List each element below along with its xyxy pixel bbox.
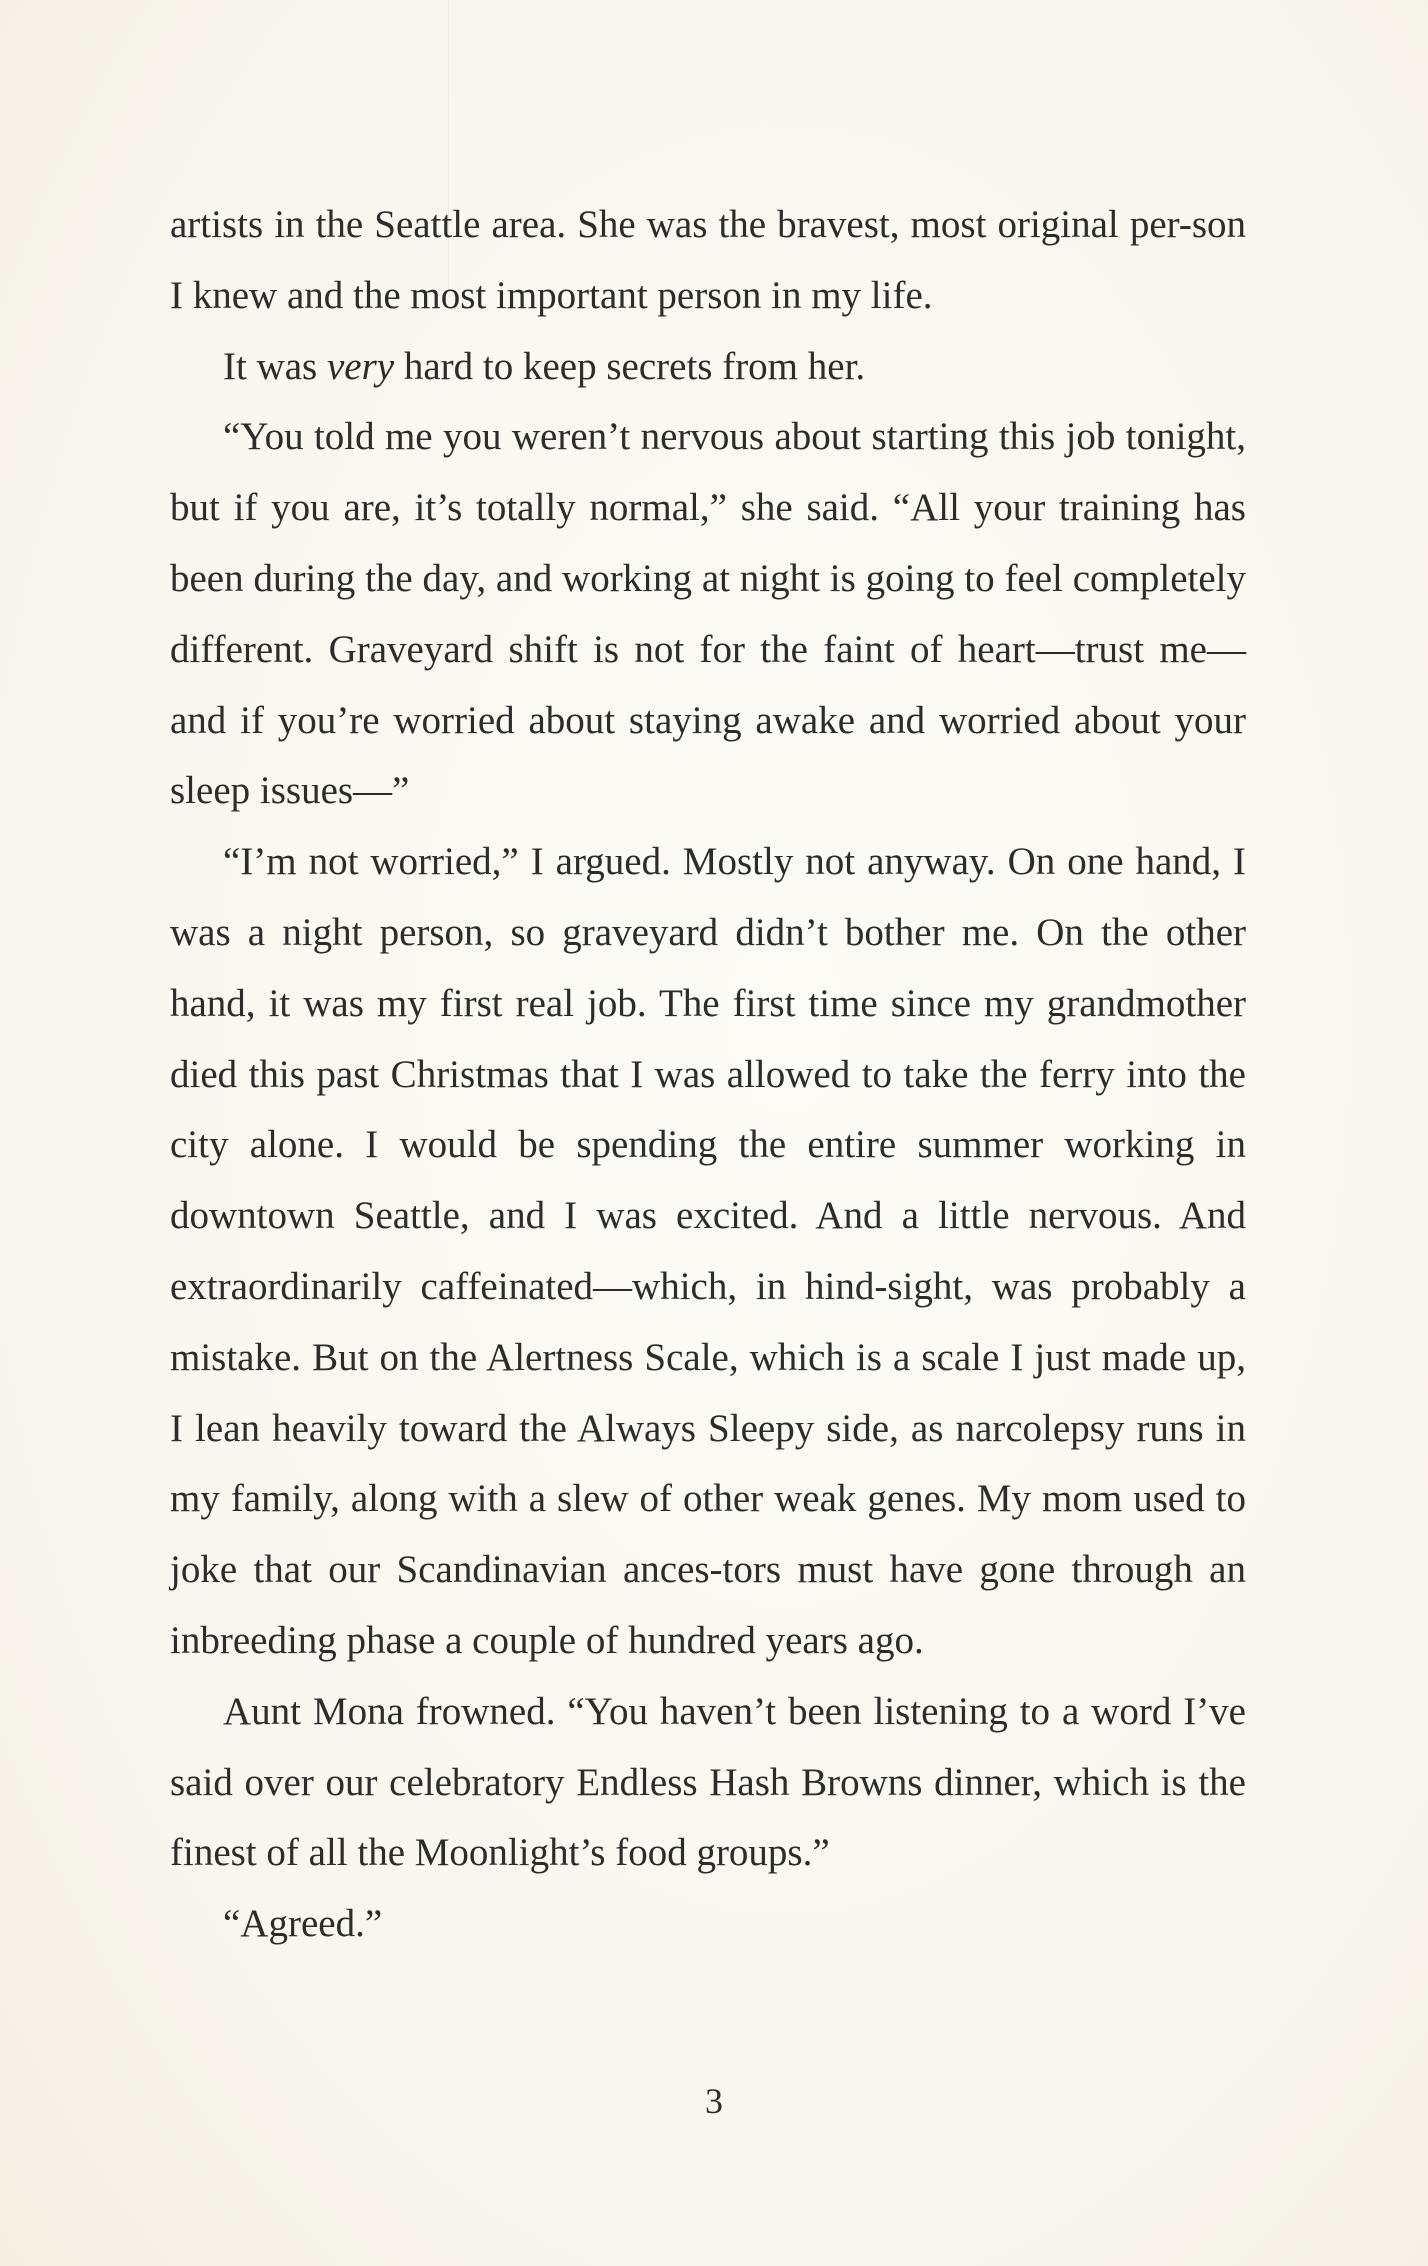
paragraph-secrets-start: It was [223, 344, 327, 388]
paragraph-nervous: “You told me you weren’t nervous about starting this job tonight, but if you are, it’s totally normal,” she said. “All your training has been during the day, and working at night is going to feel completely different. Graveyard shift is not for the faint of heart—trust me—and if you’re worried about staying awake and worried about your sleep issues—” [170, 415, 1246, 813]
paragraph-secrets-end: hard to keep secrets from her. [394, 344, 866, 388]
paragraph-not-worried: “I’m not worried,” I argued. Mostly not anyway. On one hand, I was a night person, so graveyard didn’t bother me. On the other hand, it was my first real job. The first time since my grandmother died this past Christmas that I was allowed to take the ferry into the city alone. I would be spending the entire summer working in downtown Seattle, and I was excited. And a little nervous. And extraordinarily caffeinated—which, in hind-sight, was probably a mistake. But on the Alertness Scale, which is a scale I just made up, I lean heavily toward the Always Sleepy side, as narcolepsy runs in my family, along with a slew of other weak genes. My mom used to joke that our Scandinavian ances-tors must have gone through an inbreeding phase a couple of hundred years ago. [170, 840, 1246, 1662]
paragraph-continuation: artists in the Seattle area. She was the bravest, most original per-son I knew and the most important person in my life. [170, 203, 1246, 317]
paragraph-aunt-mona: Aunt Mona frowned. “You haven’t been listening to a word I’ve said over our celebratory Endless Hash Browns dinner, which is the finest of all the Moonlight’s food groups.” [170, 1689, 1246, 1875]
body-text [170, 190, 1246, 1960]
page-number: 3 [705, 2081, 723, 2121]
emphasis-word: very [326, 344, 395, 388]
paragraph-secrets [170, 332, 1246, 403]
paragraph-agreed: “Agreed.” [223, 1902, 383, 1946]
